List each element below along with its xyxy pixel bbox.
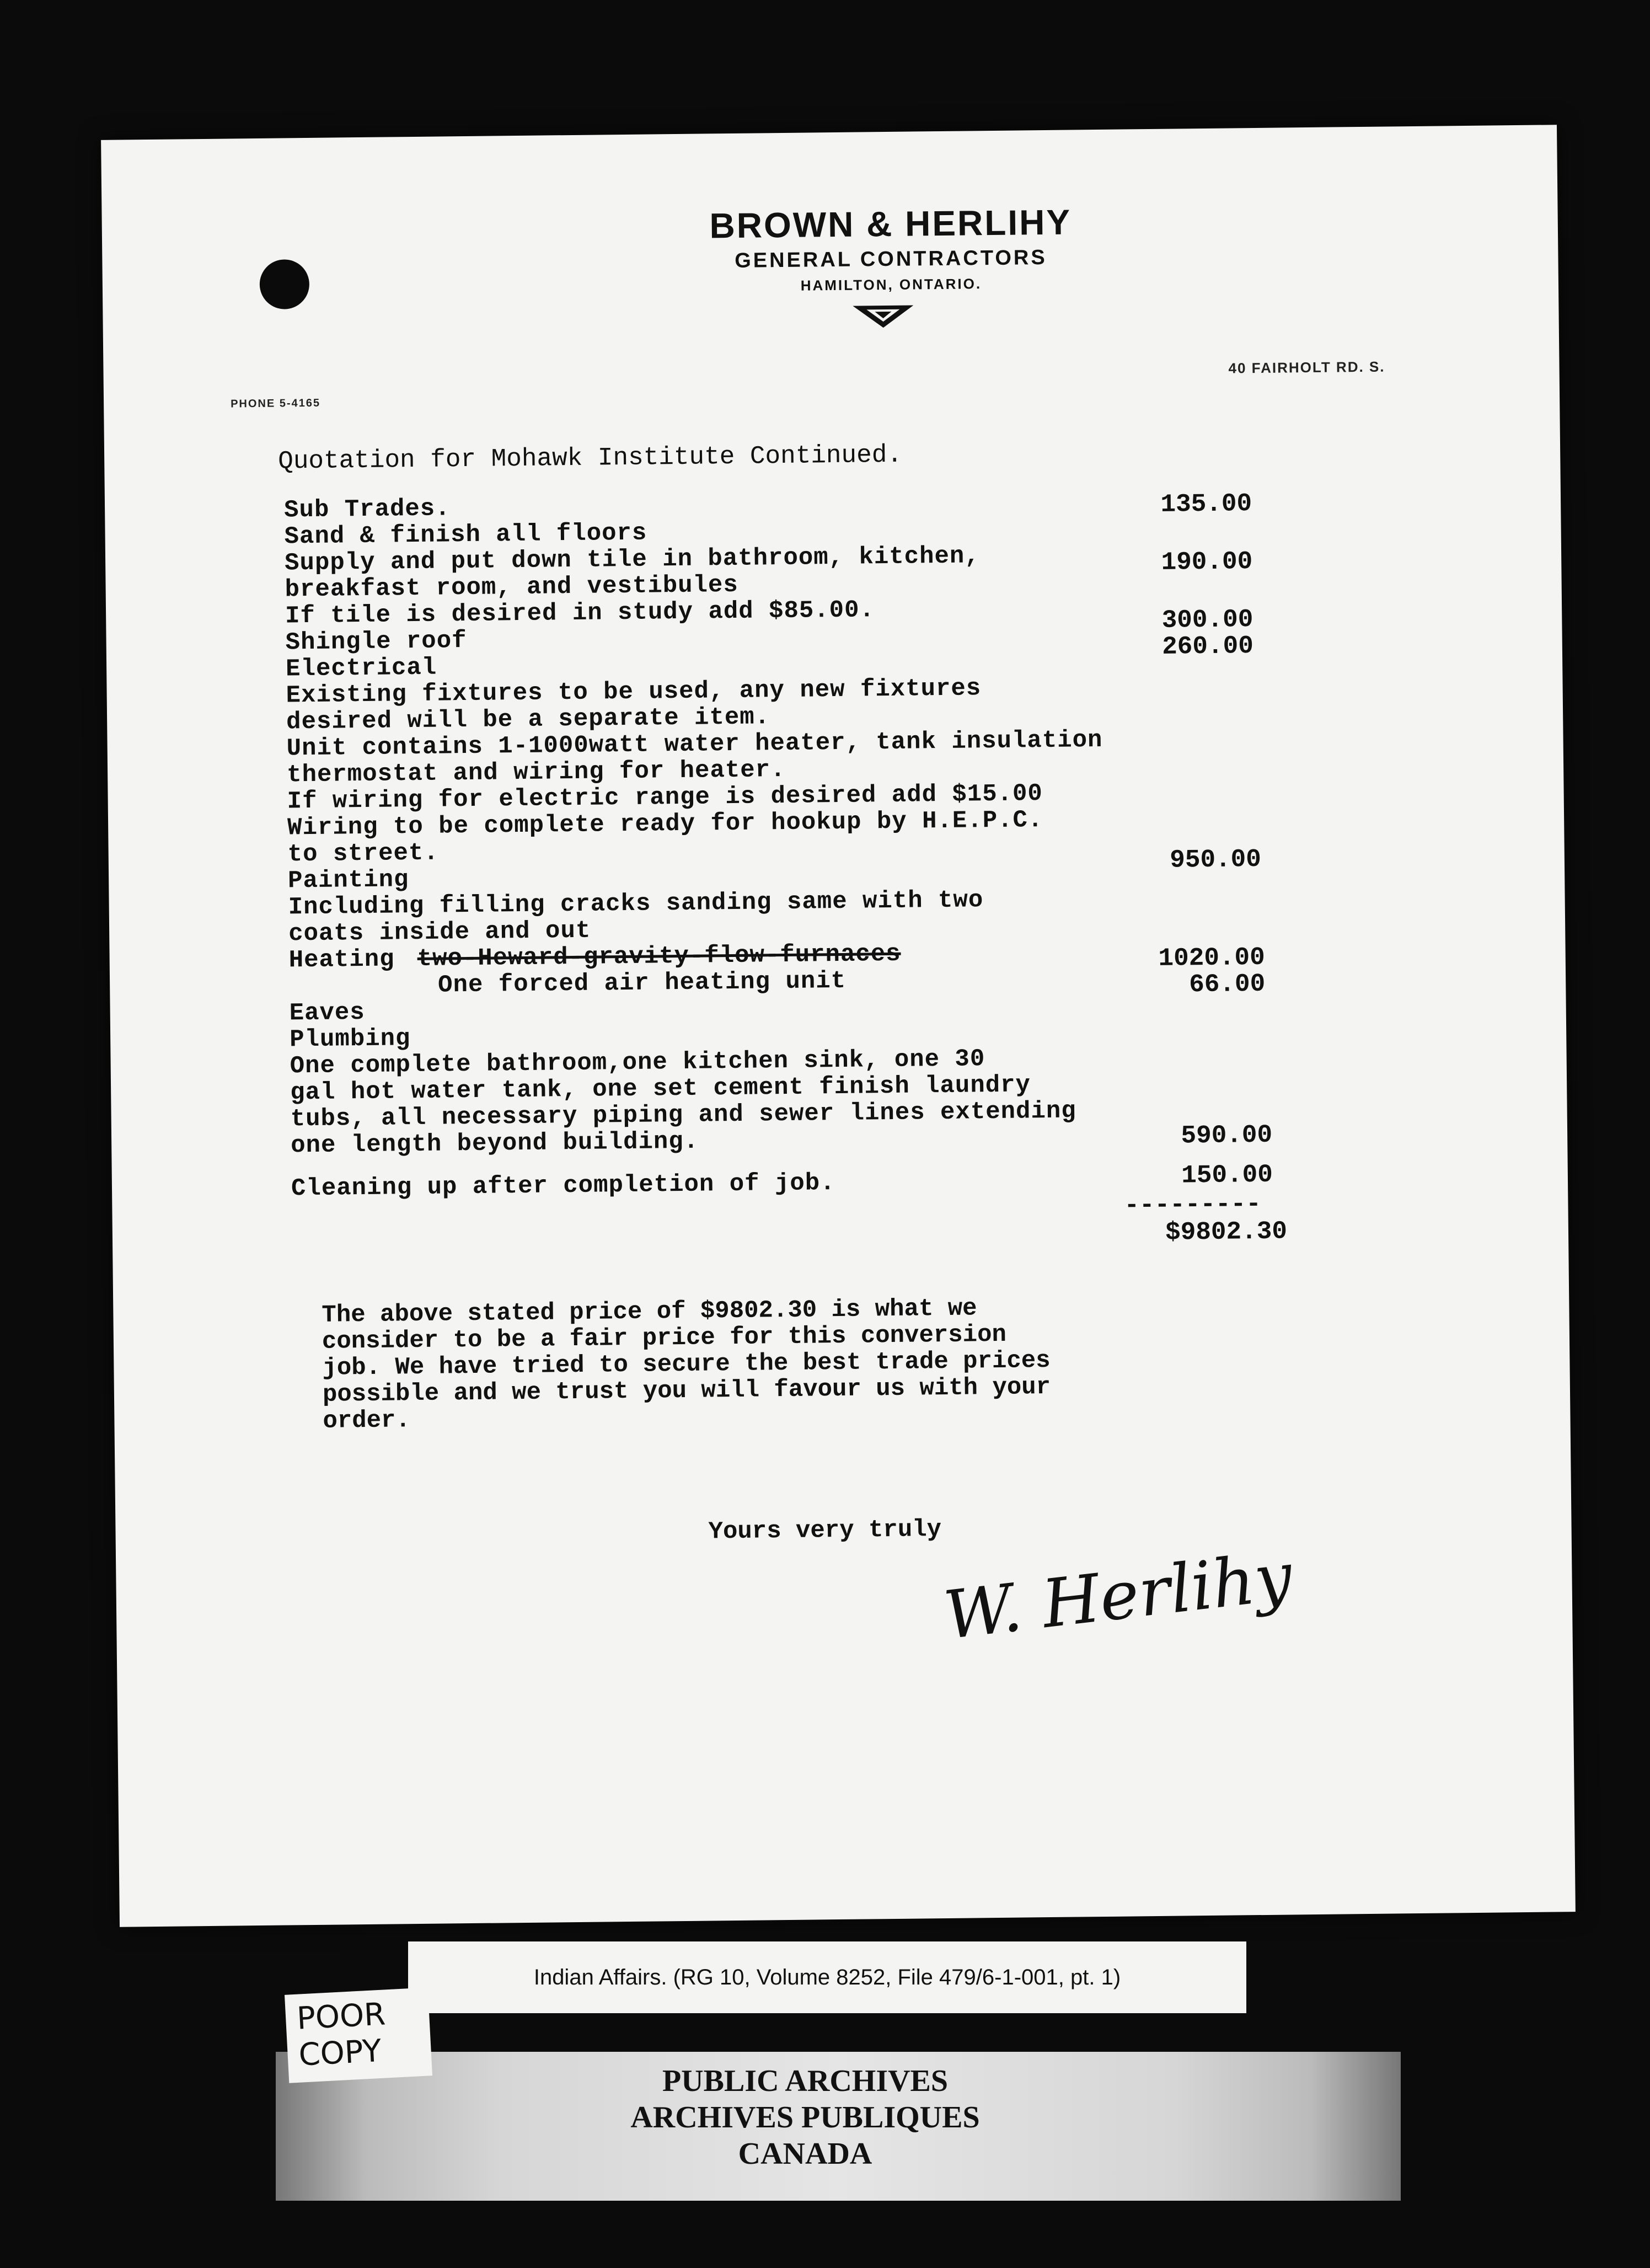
body-line: If tile is desired in study add $85.00.: [285, 596, 875, 630]
closing-line: possible and we trust you will favour us with your: [322, 1373, 1051, 1409]
poor-copy-note: [285, 1987, 432, 2083]
valediction: Yours very truly: [708, 1516, 942, 1546]
punch-hole: [259, 259, 309, 309]
archive-stamp: [529, 2063, 1081, 2172]
amount: 190.00: [1161, 547, 1253, 577]
amount: 950.00: [1169, 844, 1262, 875]
body-line: Cleaning up after completion of job.: [291, 1169, 835, 1203]
amount: 135.00: [1160, 489, 1252, 519]
amount: 66.00: [1188, 969, 1266, 999]
body-line: one length beyond building.: [290, 1127, 699, 1160]
body-line: Electrical: [285, 654, 437, 683]
body-line: Sand & finish all floors: [284, 519, 647, 551]
amount: 590.00: [1181, 1120, 1273, 1151]
body-line: desired will be a separate item.: [286, 703, 770, 736]
amount: 150.00: [1181, 1160, 1273, 1190]
archive-stamp-line: CANADA: [738, 2137, 872, 2171]
body-line: Plumbing: [289, 1025, 411, 1054]
body-line: coats inside and out: [288, 917, 591, 948]
archive-stamp-line: PUBLIC ARCHIVES: [662, 2064, 949, 2098]
body-line: thermostat and wiring for heater.: [286, 756, 786, 789]
signature: W. Herlihy: [940, 1538, 1297, 1655]
body-line: If wiring for electric range is desired add $15.00: [287, 780, 1043, 816]
closing-line: The above stated price of $9802.30 is what we: [322, 1295, 977, 1329]
archive-reference-label: Indian Affairs. (RG 10, Volume 8252, File 479/6-1-001, pt. 1): [408, 1941, 1246, 2013]
body-line: Sub Trades.: [283, 495, 451, 525]
phone-number: PHONE 5-4165: [231, 397, 321, 410]
company-logo-icon: [853, 303, 914, 331]
total-rule: ---------: [1124, 1189, 1262, 1220]
body-line: breakfast room, and vestibules: [285, 571, 739, 604]
body-line: Including filling cracks sanding same with two: [288, 886, 984, 922]
amount: 300.00: [1161, 605, 1253, 635]
body-line: One complete bathroom,one kitchen sink, one 30: [290, 1045, 985, 1080]
street-address: 40 FAIRHOLT RD. S.: [1228, 358, 1385, 377]
company-city: HAMILTON, ONTARIO.: [800, 275, 982, 294]
quotation-title: Quotation for Mohawk Institute Continued.: [277, 440, 903, 476]
body-line: Unit contains 1-1000watt water heater, tank insulation: [286, 726, 1103, 763]
body-line: to street.: [287, 839, 439, 869]
amount: 1020.00: [1158, 943, 1266, 973]
body-line: Existing fixtures to be used, any new fixtures: [286, 675, 982, 710]
poor-copy-line: POOR: [296, 1996, 387, 2037]
body-line: gal hot water tank, one set cement finish laundry: [290, 1071, 1031, 1107]
body-line: Painting: [287, 866, 409, 895]
archive-stamp-line: ARCHIVES PUBLIQUES: [630, 2100, 980, 2135]
body-line: Heating: [288, 945, 395, 975]
struck-text: two-Heward-gravity-flow-furnaces: [417, 940, 901, 973]
body-line: Shingle roof: [285, 627, 467, 657]
closing-line: order.: [323, 1406, 411, 1435]
total-amount: $9802.30: [1165, 1217, 1288, 1247]
poor-copy-line: COPY: [298, 2032, 383, 2073]
company-subtitle: GENERAL CONTRACTORS: [734, 245, 1047, 272]
amount: 260.00: [1161, 632, 1254, 661]
body-line: Eaves: [289, 998, 365, 1028]
company-name: BROWN & HERLIHY: [709, 202, 1072, 246]
body-line: tubs, all necessary piping and sewer lines extending: [290, 1097, 1076, 1133]
body-line: Supply and put down tile in bathroom, kitchen,: [284, 542, 980, 577]
body-line: One forced air heating unit: [437, 967, 847, 999]
body-line: Wiring to be complete ready for hookup by H.E.P.C.: [287, 806, 1043, 842]
letter-page: [101, 125, 1576, 1927]
closing-line: job. We have tried to secure the best trade prices: [322, 1347, 1051, 1382]
closing-line: consider to be a fair price for this conversion: [322, 1320, 1007, 1356]
